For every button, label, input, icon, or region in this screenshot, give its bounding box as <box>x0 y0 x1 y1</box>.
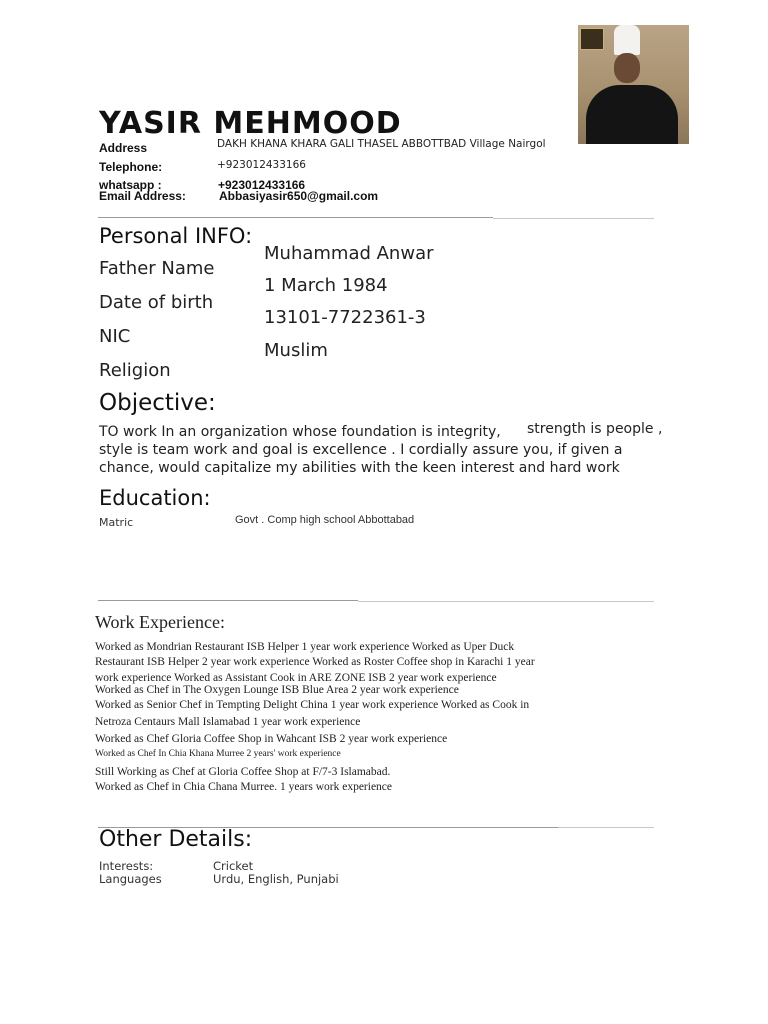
work-line: Worked as Chef in Chia Chana Murree. 1 years work experience <box>95 781 393 793</box>
religion-value: Muslim <box>264 340 328 361</box>
work-line: Restaurant ISB Helper 2 year work experience Worked as Roster Coffee shop in Karachi 1 year <box>95 656 535 668</box>
dob-value: 1 March 1984 <box>264 275 388 296</box>
chef-jacket <box>586 85 678 144</box>
face <box>614 53 640 83</box>
interests-label: Interests: <box>99 859 154 873</box>
header-divider-right <box>493 218 654 219</box>
work-line: Worked as Chef Gloria Coffee Shop in Wahcant ISB 2 year work experience <box>95 733 448 745</box>
objective-line-1a: TO work In an organization whose foundation is integrity, <box>99 424 501 440</box>
dob-label: Date of birth <box>99 292 214 313</box>
address-label: Address <box>99 141 148 155</box>
education-divider-right <box>358 601 654 602</box>
languages-label: Languages <box>99 872 162 886</box>
objective-line-1b: strength is people , <box>527 421 663 437</box>
father-name-label: Father Name <box>99 258 215 279</box>
work-line: Worked as Senior Chef in Tempting Delight China 1 year work experience Worked as Cook in <box>95 699 530 711</box>
interests-value: Cricket <box>213 859 254 873</box>
languages-value: Urdu, English, Punjabi <box>213 872 339 886</box>
work-line: Worked as Chef in The Oxygen Lounge ISB Blue Area 2 year work experience <box>95 684 459 696</box>
work-divider-right <box>558 827 654 828</box>
nic-label: NIC <box>99 326 131 347</box>
work-line: Netroza Centaurs Mall Islamabad 1 year work experience <box>95 716 361 728</box>
work-line: work experience Worked as Assistant Cook in ARE ZONE ISB 2 year work experience <box>95 672 497 684</box>
other-details-title: Other Details: <box>99 827 253 852</box>
objective-title: Objective: <box>99 390 216 416</box>
education-institute: Govt . Comp high school Abbottabad <box>235 514 415 526</box>
email-label: Email Address: <box>99 189 186 203</box>
address-value: DAKH KHANA KHARA GALI THASEL ABBOTTBAD Village Nairgol <box>217 138 546 150</box>
education-divider <box>98 600 358 601</box>
education-level: Matric <box>99 516 134 529</box>
whatsapp-label: whatsapp : <box>99 178 162 192</box>
nic-value: 13101-7722361-3 <box>264 307 426 328</box>
father-name-value: Muhammad Anwar <box>264 243 434 264</box>
profile-photo <box>578 25 689 144</box>
education-title: Education: <box>99 486 211 510</box>
religion-label: Religion <box>99 360 171 381</box>
work-line: Still Working as Chef at Gloria Coffee Shop at F/7-3 Islamabad. <box>95 766 391 778</box>
chef-hat <box>614 25 640 55</box>
objective-line-2: style is team work and goal is excellence . I cordially assure you, if given a <box>99 442 623 458</box>
work-line: Worked as Mondrian Restaurant ISB Helper 1 year work experience Worked as Uper Duck <box>95 641 515 653</box>
work-line: Worked as Chef In Chia Khana Murree 2 years' work experience <box>95 749 341 759</box>
telephone-label: Telephone: <box>99 160 163 174</box>
work-experience-title: Work Experience: <box>95 612 225 632</box>
candidate-name: YASIR MEHMOOD <box>99 106 402 141</box>
whatsapp-value: +923012433166 <box>218 178 306 192</box>
telephone-value: +923012433166 <box>217 159 306 171</box>
email-value: Abbasiyasir650@gmail.com <box>219 189 379 203</box>
header-divider <box>98 217 493 218</box>
personal-info-title: Personal INFO: <box>99 224 253 248</box>
objective-line-3: chance, would capitalize my abilities with the keen interest and hard work <box>99 460 620 476</box>
wall-frame <box>580 28 604 50</box>
